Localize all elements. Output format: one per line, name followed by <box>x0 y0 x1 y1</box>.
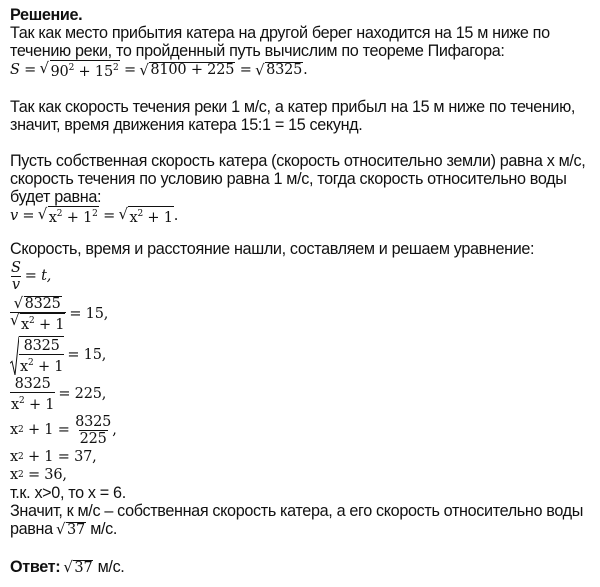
fraction: $\frac{8325}{225}$ <box>75 413 112 447</box>
equation-6: x 2 + 1 = 37, <box>10 449 97 465</box>
equation-4: $\frac{8325}{x^2 + 1}$ = 225, <box>11 375 107 413</box>
paragraph1-line1: Так как место прибытия катера на другой берег находится на 15 м ниже по <box>10 24 550 42</box>
paragraph4: Скорость, время и расстояние нашли, составляем и решаем уравнение: <box>10 240 535 258</box>
equation-2: √ 8325 √ $x^2 + 1$ = 15, <box>10 294 595 334</box>
fraction <box>10 296 66 333</box>
sqrt-symbol: √ $x^2 + 1$ <box>119 206 173 226</box>
sqrt-symbol: √ 8100 + 225 <box>140 62 235 78</box>
equation-8: т.к. x>0, то x = 6. <box>10 484 126 502</box>
sqrt-symbol: √ 37 <box>64 559 93 577</box>
formula-distance: S = √ $90^2 + 15^2$ = √ 8100 + 225 = √ 8325 . <box>10 60 595 80</box>
solution-document <box>10 6 595 578</box>
answer-line <box>10 558 595 578</box>
sqrt-symbol: √ $x^2 + 1$ <box>11 313 65 333</box>
sqrt-symbol: √ $x^2 + 1^2$ <box>39 206 99 226</box>
paragraph2-line2: значит, время движения катера 15:1 = 15 секунд. <box>10 116 363 134</box>
fraction: $\frac{8325}{x^2 + 1}$ <box>11 375 55 413</box>
fraction: $\frac{S}{v}$ <box>11 259 21 293</box>
sqrt-symbol: $\frac{8325}{x^2 + 1}$ <box>10 336 64 375</box>
conclusion-line1: Значит, к м/с – собственная скорость катера, а его скорость относительно воды <box>10 502 584 520</box>
sqrt-symbol: √ 37 <box>57 521 86 539</box>
equation-5: x 2 + 1 = $\frac{8325}{225}$ , <box>10 413 117 447</box>
paragraph2-line1: Так как скорость течения реки 1 м/с, а катер прибыл на 15 м ниже по течению, <box>10 98 576 116</box>
equation-3: $\frac{8325}{x^2 + 1}$ = 15, <box>10 334 595 376</box>
paragraph1-line2: течению реки, то пройденный путь вычислим по теореме Пифагора: <box>10 42 505 60</box>
equation-1: $\frac{S}{v}$ = t, <box>11 259 52 293</box>
equation-7: x 2 = 36, <box>10 467 67 483</box>
paragraph3-line1: Пусть собственная скорость катера (скорость относительно земли) равна x м/с, <box>10 152 586 170</box>
sqrt-symbol: √ 8325 <box>256 62 303 78</box>
formula-velocity: v = √ $x^2 + 1^2$ = √ $x^2 + 1$ . <box>10 206 595 226</box>
sqrt-symbol: √ 8325 <box>15 296 62 312</box>
conclusion-line2: равна √ 37 м/с. <box>10 520 595 540</box>
paragraph3-line2: скорость течения по условию равна 1 м/с, тогда скорость относительно воды <box>10 170 567 188</box>
answer-unit: м/с. <box>97 558 125 576</box>
answer-label: Ответ: <box>10 558 61 576</box>
paragraph3-line3: будет равна: <box>10 188 102 206</box>
sqrt-symbol: √ $90^2 + 15^2$ <box>41 60 120 80</box>
heading: Решение. <box>10 6 83 24</box>
